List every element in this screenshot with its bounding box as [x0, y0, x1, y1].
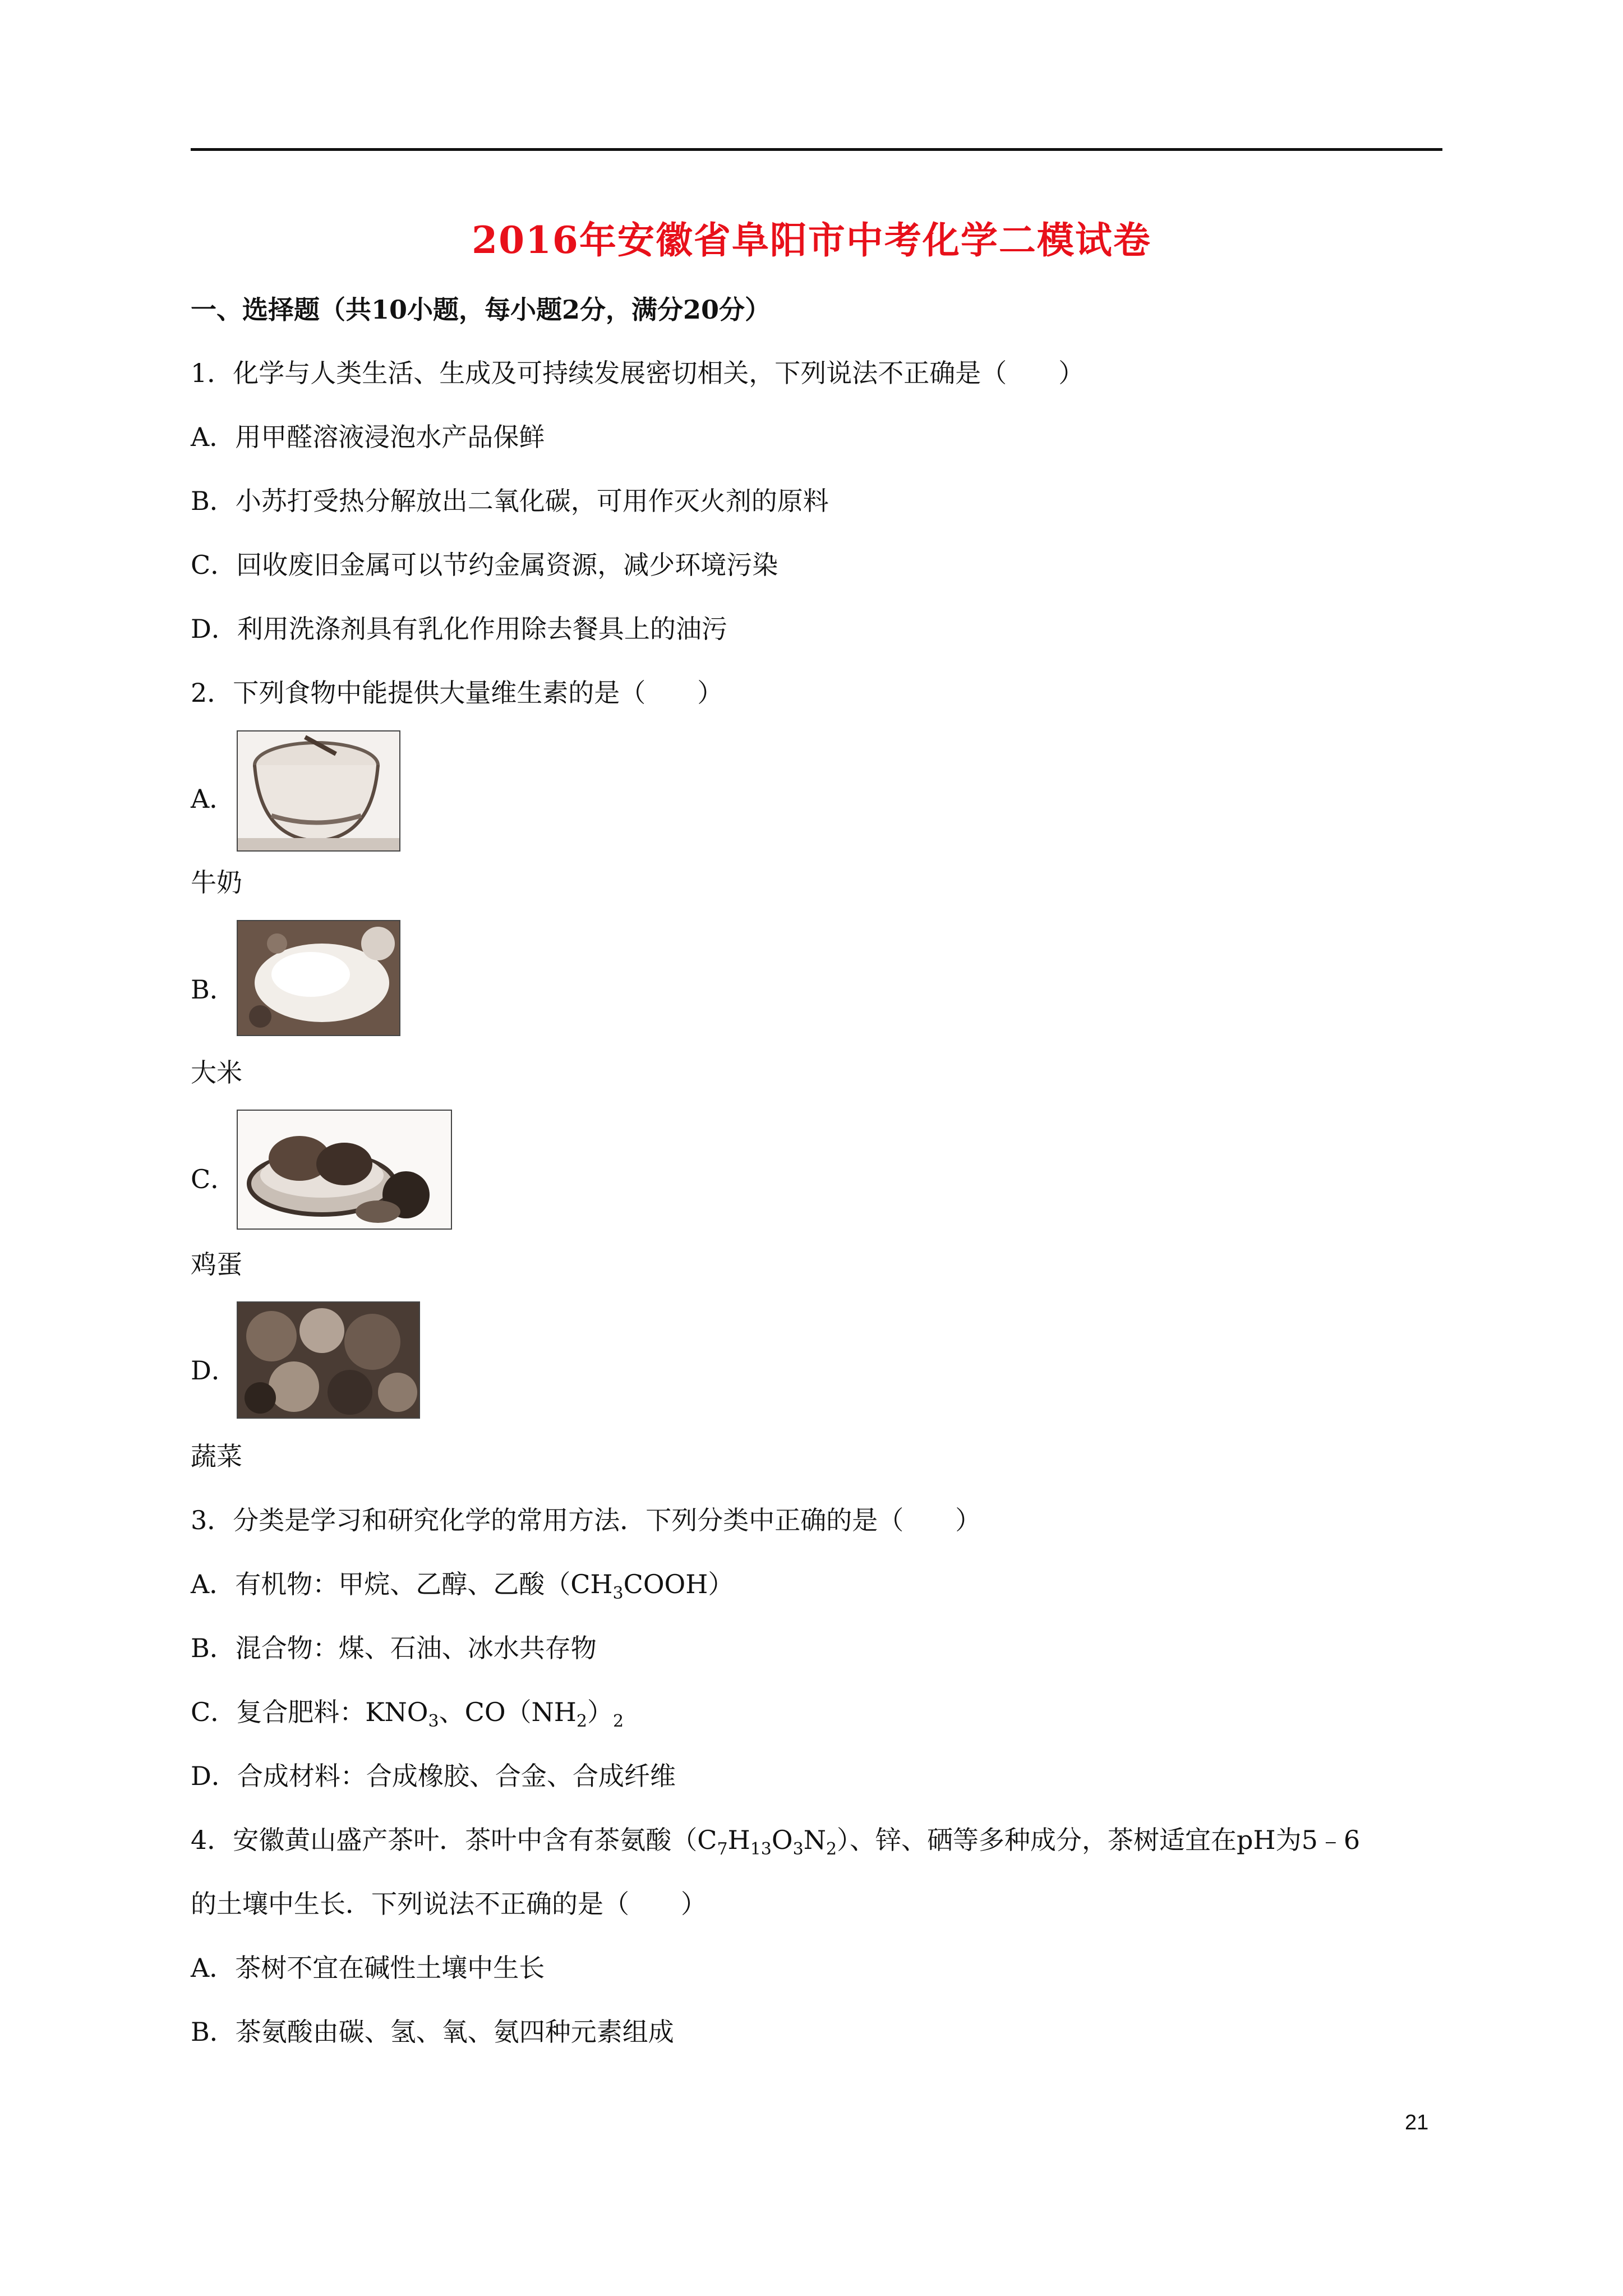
q4-option-a: A．茶树不宜在碱性土壤中生长: [191, 1953, 545, 1983]
q2-option-d-label: D．: [191, 1355, 237, 1386]
q1-stem: 1．化学与人类生活、生成及可持续发展密切相关，下列说法不正确是（ ）: [191, 358, 1085, 388]
q2-option-c-caption: 鸡蛋: [191, 1249, 242, 1280]
q4-option-b: B．茶氨酸由碳、氢、氧、氨四种元素组成: [191, 2017, 674, 2047]
section-heading: 一、选择题（共10小题，每小题2分，满分20分）: [191, 295, 771, 325]
q1-option-b: B．小苏打受热分解放出二氧化碳，可用作灭火剂的原料: [191, 486, 829, 516]
vegetables-image: [237, 1301, 420, 1419]
q2-option-b-label: B．: [191, 974, 236, 1005]
q3-option-d: D．合成材料：合成橡胶、合金、合成纤维: [191, 1761, 676, 1791]
rice-pile-image: [237, 920, 400, 1036]
q2-option-b-caption: 大米: [191, 1057, 242, 1088]
q3-stem: 3．分类是学习和研究化学的常用方法．下列分类中正确的是（ ）: [191, 1505, 981, 1535]
header-rule: [191, 148, 1442, 151]
q3-option-a: A．有机物：甲烷、乙醇、乙酸$(CH_3COOH)$: [191, 1569, 734, 1603]
eggs-plate-image: [237, 1110, 452, 1230]
q3-option-c: C．复合肥料：$KNO_3$、$CO(NH_2)_2$: [191, 1697, 624, 1731]
q2-option-d-caption: 蔬菜: [191, 1441, 242, 1471]
q2-option-a-label: A．: [191, 784, 236, 814]
page-title: 2016年安徽省阜阳市中考化学二模试卷: [472, 218, 1151, 262]
q4-stem: 4．安徽黄山盛产茶叶．茶叶中含有茶氨酸$(C_7H_{13}O_3N_2)$、锌、硒等多种成分，茶树适宜在pH为5﹣6: [191, 1825, 1361, 1859]
q4-stem-line2: 的土壤中生长．下列说法不正确的是（ ）: [191, 1889, 707, 1919]
q2-option-c-label: C．: [191, 1164, 237, 1194]
q2-option-a-caption: 牛奶: [191, 867, 242, 898]
q1-option-a: A．用甲醛溶液浸泡水产品保鲜: [191, 422, 545, 452]
milk-glass-image: [237, 730, 400, 852]
q1-option-c: C．回收废旧金属可以节约金属资源，减少环境污染: [191, 550, 778, 580]
q1-option-d: D．利用洗涤剂具有乳化作用除去餐具上的油污: [191, 614, 727, 644]
q3-option-b: B．混合物：煤、石油、冰水共存物: [191, 1633, 597, 1663]
q2-stem: 2．下列食物中能提供大量维生素的是（ ）: [191, 678, 723, 708]
page-number: 21: [1405, 2111, 1429, 2134]
